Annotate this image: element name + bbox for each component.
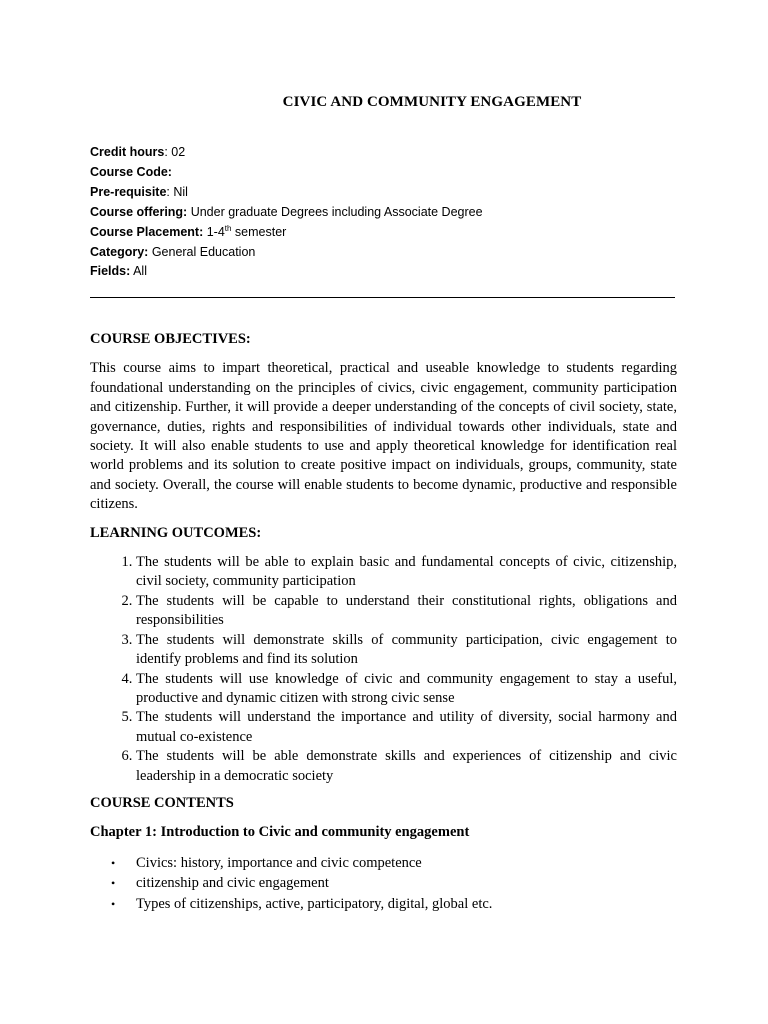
list-item: 6. The students will be able demonstrate skills and experiences of citizenship and civic leadership in a democratic society	[136, 747, 677, 786]
credit-hours-row	[90, 143, 680, 163]
course-placement-row	[90, 223, 680, 243]
objectives-paragraph: This course aims to impart theoretical, practical and useable knowledge to students regarding foundational understanding on the principles of civics, civic engagement, community participation and citizenship. Further, it will provide a deeper understanding of the concepts of civil society, state, governance, duties, rights and responsibilities of individual towards other individuals, state and society. It will also enable students to use and apply theoretical knowledge for identification real world problems and its solution to create positive impact on individuals, groups, community, state and society. Overall, the course will enable students to become dynamic, productive and responsible citizens.	[90, 360, 677, 513]
course-placement-suffix: semester	[231, 224, 287, 239]
course-placement-superscript: th	[224, 223, 232, 233]
list-item: 5. The students will understand the importance and utility of diversity, social harmony and mutual co-existence	[136, 708, 677, 747]
course-placement-prefix: 1-4	[203, 224, 225, 239]
list-item-text: citizenship and civic engagement	[136, 875, 329, 892]
prerequisite-value: : Nil	[166, 184, 188, 199]
fields-label: Fields:	[90, 264, 131, 279]
bullet-icon: •	[111, 876, 116, 891]
category-label: Category:	[90, 244, 149, 259]
outcomes-list	[90, 553, 677, 786]
course-offering-row	[90, 203, 680, 223]
list-item: 3. The students will demonstrate skills of community participation, civic engagement to identify problems and find its solution	[136, 631, 677, 670]
list-item-text: Types of citizenships, active, participatory, digital, global etc.	[136, 895, 493, 912]
contents-heading: COURSE CONTENTS	[90, 794, 234, 811]
chapter-topics-list	[90, 853, 677, 915]
separator-line	[90, 297, 675, 298]
chapter-title: Chapter 1: Introduction to Civic and community engagement	[90, 824, 470, 841]
course-code-label: Course Code:	[90, 164, 172, 179]
bullet-icon: •	[111, 896, 116, 911]
list-item-text: Civics: history, importance and civic competence	[136, 854, 422, 871]
outcomes-heading: LEARNING OUTCOMES:	[90, 524, 262, 541]
list-item	[111, 853, 677, 874]
fields-row	[90, 262, 680, 282]
list-item	[111, 873, 677, 894]
list-item: 1. The students will be able to explain basic and fundamental concepts of civic, citizenship, civil society, community participation	[136, 553, 677, 592]
list-item: 4. The students will use knowledge of civic and community engagement to stay a useful, productive and dynamic citizen with strong civic sense	[136, 670, 677, 709]
category-row	[90, 243, 680, 263]
document-body	[90, 330, 677, 914]
objectives-heading: COURSE OBJECTIVES:	[90, 331, 251, 347]
course-placement-label: Course Placement:	[90, 224, 204, 239]
credit-hours-label: Credit hours	[90, 145, 165, 159]
page-title: CIVIC AND COMMUNITY ENGAGEMENT	[282, 94, 582, 110]
credit-hours-value: : 02	[164, 145, 186, 159]
course-code-row	[90, 163, 680, 183]
list-item	[111, 894, 677, 915]
fields-value: All	[130, 264, 147, 279]
course-offering-value: Under graduate Degrees including Associate Degree	[187, 204, 483, 219]
category-value: General Education	[148, 244, 256, 259]
bullet-icon: •	[111, 855, 116, 870]
course-info	[90, 143, 680, 282]
prerequisite-label: Pre-requisite	[90, 184, 167, 199]
list-item: 2. The students will be capable to understand their constitutional rights, obligations and responsibilities	[136, 592, 677, 631]
prerequisite-row	[90, 183, 680, 203]
course-offering-label: Course offering:	[90, 204, 188, 219]
